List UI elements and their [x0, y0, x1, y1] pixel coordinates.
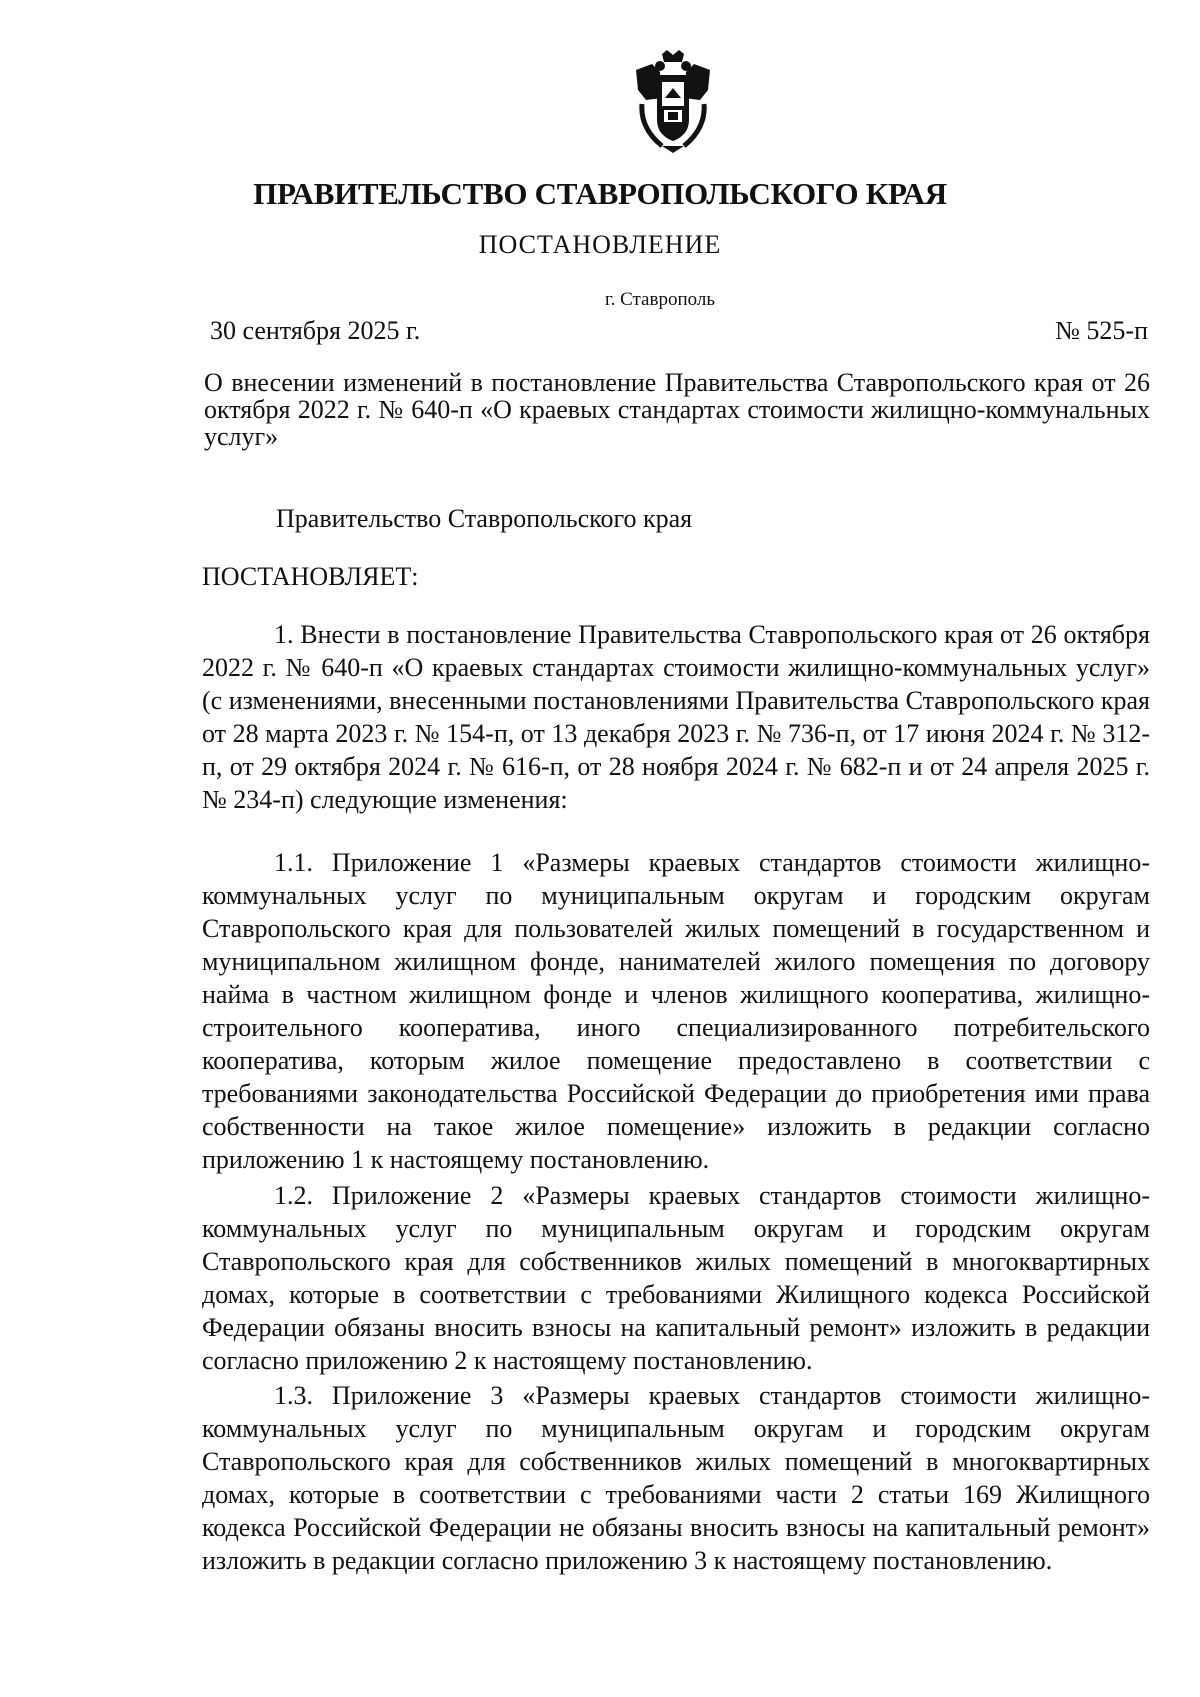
paragraph-1-3: 1.3. Приложение 3 «Размеры краевых стандартов стоимости жилищно-коммунальных услуг по муниципальным округам и городским округам Ставропольского края для собственников жилых помещений в многоквартирных домах, которые в соответствии с требованиями части 2 статьи 169 Жилищного кодекса Российской Федерации не обязаны вносить взносы на капитальный ремонт» изложить в редакции согласно приложению 3 к настоящему постановлению. [202, 1381, 1150, 1575]
paragraph-1-2: 1.2. Приложение 2 «Размеры краевых стандартов стоимости жилищно-коммунальных услуг по муниципальным округам и городским округам Ставропольского края для собственников жилых помещений в многоквартирных домах, которые в соответствии с требованиями Жилищного кодекса Российской Федерации обязаны вносить взносы на капитальный ремонт» изложить в редакции согласно приложению 2 к настоящему постановлению. [202, 1181, 1150, 1375]
document-subject: О внесении изменений в постановление Правительства Ставропольского края от 26 октября 2022 г. № 640-п «О краевых стандартах стоимости жилищно-коммунальных услуг» [204, 368, 1150, 451]
city: г. Ставрополь [604, 289, 716, 310]
document-number: № 525-п [1055, 316, 1148, 345]
coat-of-arms-icon [632, 50, 714, 154]
paragraph-1: 1. Внести в постановление Правительства Ставропольского края от 26 октября 2022 г. № 640-п «О краевых стандартах стоимости жилищно-коммунальных услуг» (с изменениями, внесенными постановлениями Правительства Ставропольского края от 28 марта 2023 г. № 154-п, от 13 декабря 2023 г. № 736-п, от 17 июня 2024 г. № 312-п, от 29 октября 2024 г. № 616-п, от 28 ноября 2024 г. № 682-п и от 24 апреля 2025 г. № 234-п) следующие изменения: [202, 620, 1150, 814]
preamble-resolves: ПОСТАНОВЛЯЕТ: [202, 562, 419, 591]
paragraph-1-1: 1.1. Приложение 1 «Размеры краевых стандартов стоимости жилищно-коммунальных услуг по муниципальным округам и городским округам Ставропольского края для пользователей жилых помещений в государственном и муниципальном жилищном фонде, нанимателей жилого помещения по договору найма в частном жилищном фонде и членов жилищного кооператива, жилищно-строительного кооператива, иного специализированного потребительского кооператива, которым жилое помещение предоставлено в соответствии с требованиями законодательства Российской Федерации до приобретения ими права собственности на такое жилое помещение» изложить в редакции согласно приложению 1 к настоящему постановлению. [202, 848, 1150, 1174]
government-title: ПРАВИТЕЛЬСТВО СТАВРОПОЛЬСКОГО КРАЯ [253, 176, 947, 211]
document-type: ПОСТАНОВЛЕНИЕ [478, 230, 722, 259]
document-date: 30 сентября 2025 г. [210, 316, 421, 345]
preamble-government: Правительство Ставропольского края [276, 504, 693, 533]
